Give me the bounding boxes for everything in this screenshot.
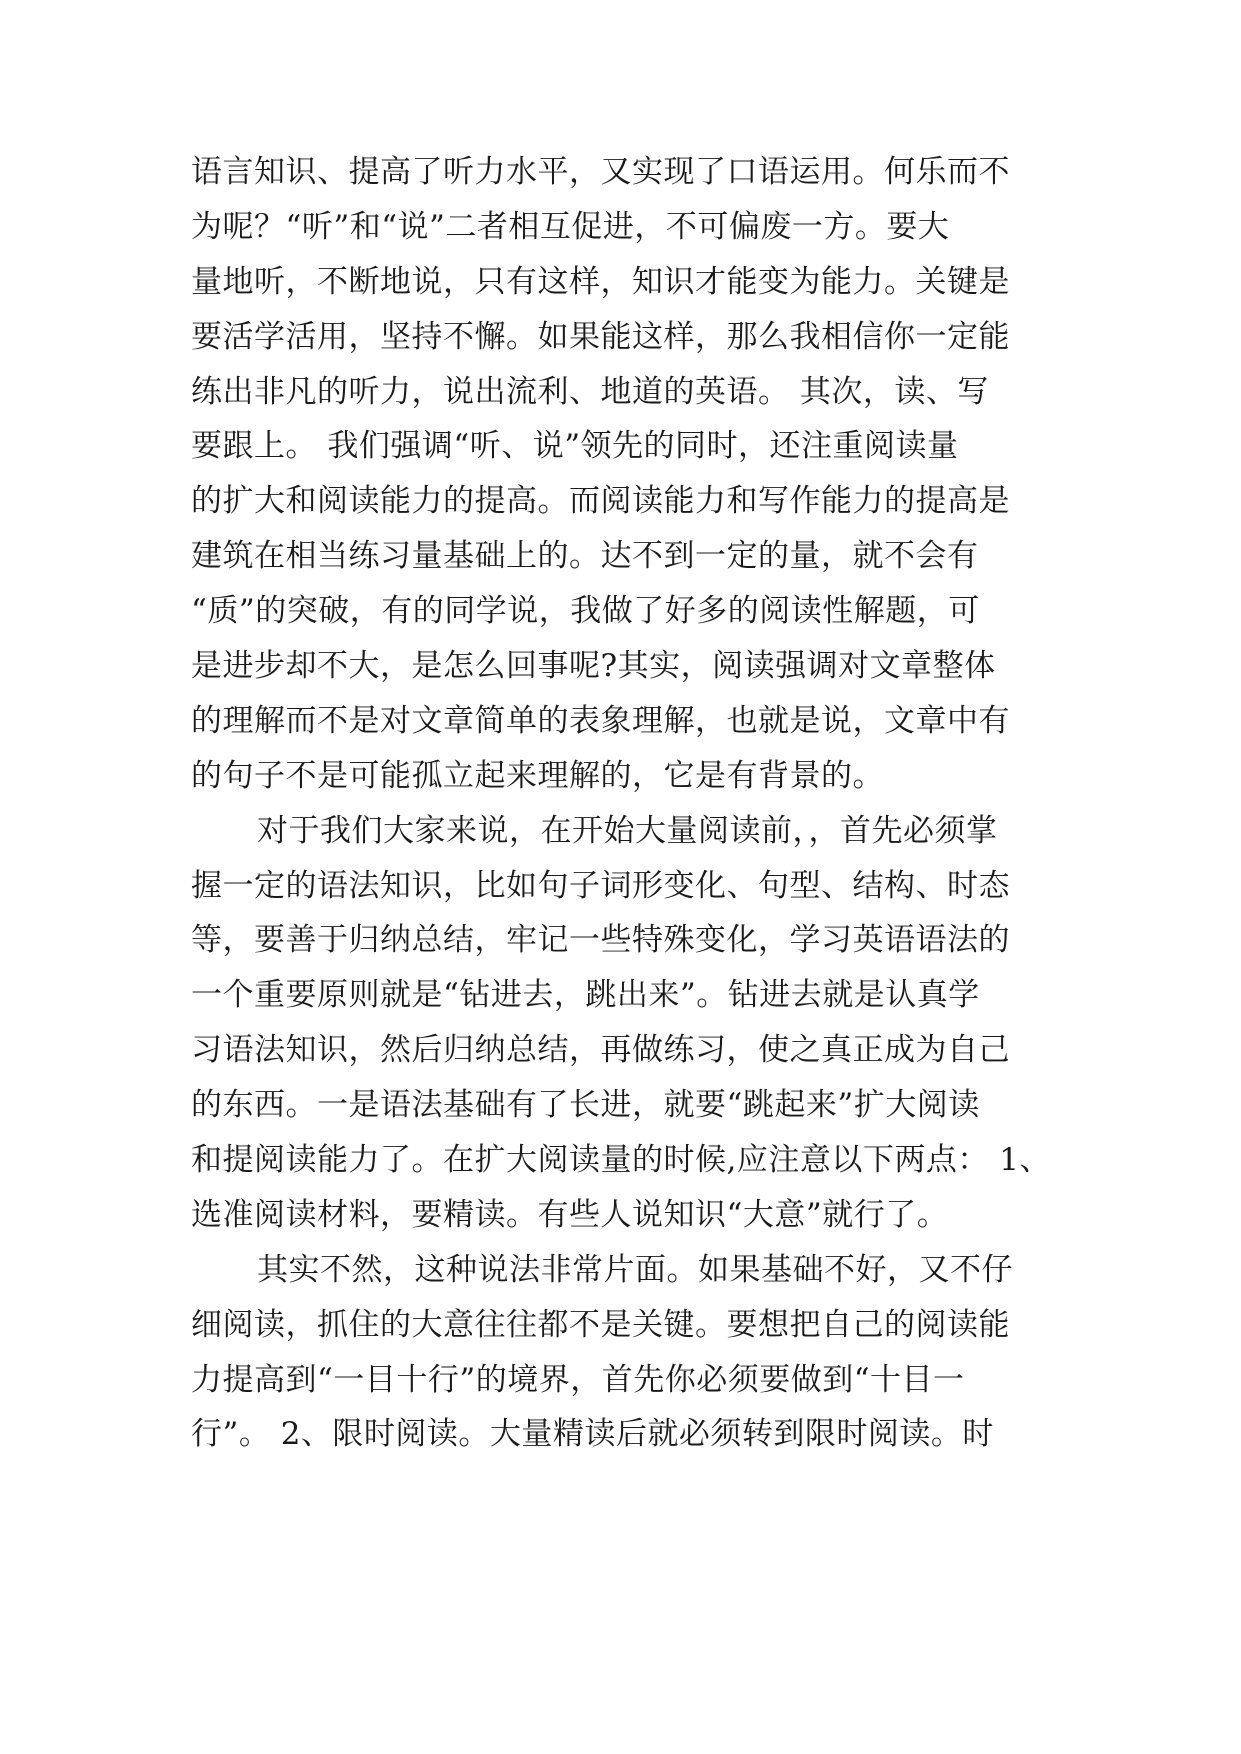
text-line: 的扩大和阅读能力的提高。而阅读能力和写作能力的提高是 <box>191 483 1010 520</box>
text-line: “质”的突破，有的同学说，我做了好多的阅读性解题，可 <box>191 593 980 630</box>
text-line: 等，要善于归纳总结，牢记一些特殊变化，学习英语语法的 <box>191 922 1010 959</box>
text-line: 的句子不是可能孤立起来理解的，它是有背景的。 <box>191 757 884 794</box>
text-line: 语言知识、提高了听力水平，又实现了口语运用。何乐而不 <box>191 154 1010 190</box>
paragraph-first-line: 其实不然，这种说法非常片面。如果基础不好，又不仔 <box>257 1251 1013 1288</box>
text-line: 练出非凡的听力，说出流利、地道的英语。 其次，读、写 <box>191 373 989 410</box>
body-text <box>191 145 1071 1462</box>
text-line: 要跟上。 我们强调“听、说”领先的同时，还注重阅读量 <box>191 428 959 465</box>
text-line: 的东西。一是语法基础有了长进，就要“跳起来”扩大阅读 <box>191 1087 980 1124</box>
text-line: 力提高到“一目十行”的境界，首先你必须要做到“十目一 <box>191 1361 965 1398</box>
text-line: 选准阅读材料，要精读。有些人说知识“大意”就行了。 <box>191 1196 949 1233</box>
text-line: 握一定的语法知识，比如句子词形变化、句型、结构、时态 <box>191 867 1010 904</box>
text-line: 建筑在相当练习量基础上的。达不到一定的量，就不会有 <box>191 538 979 575</box>
text-line: 要活学活用，坚持不懈。如果能这样，那么我相信你一定能 <box>191 318 1010 355</box>
text-line: 是进步却不大，是怎么回事呢?其实，阅读强调对文章整体 <box>191 648 996 685</box>
text-line: 的理解而不是对文章简单的表象理解，也就是说，文章中有 <box>191 702 1010 739</box>
text-line: 量地听，不断地说，只有这样，知识才能变为能力。关键是 <box>191 263 1010 300</box>
text-line: 细阅读，抓住的大意往往都不是关键。要想把自己的阅读能 <box>191 1306 1010 1343</box>
text-line: 习语法知识，然后归纳总结，再做练习，使之真正成为自己 <box>191 1032 1010 1069</box>
text-line: 和提阅读能力了。在扩大阅读量的时候,应注意以下两点： 1、 <box>191 1142 1051 1179</box>
text-line: 为呢？“听”和“说”二者相互促进，不可偏废一方。要大 <box>191 208 950 245</box>
text-line: 行”。 2、限时阅读。大量精读后就必须转到限时阅读。时 <box>191 1416 994 1453</box>
paragraph-first-line: 对于我们大家来说，在开始大量阅读前，，首先必须掌 <box>257 812 998 849</box>
text-line: 一个重要原则就是“钻进去，跳出来”。钻进去就是认真学 <box>191 977 980 1014</box>
